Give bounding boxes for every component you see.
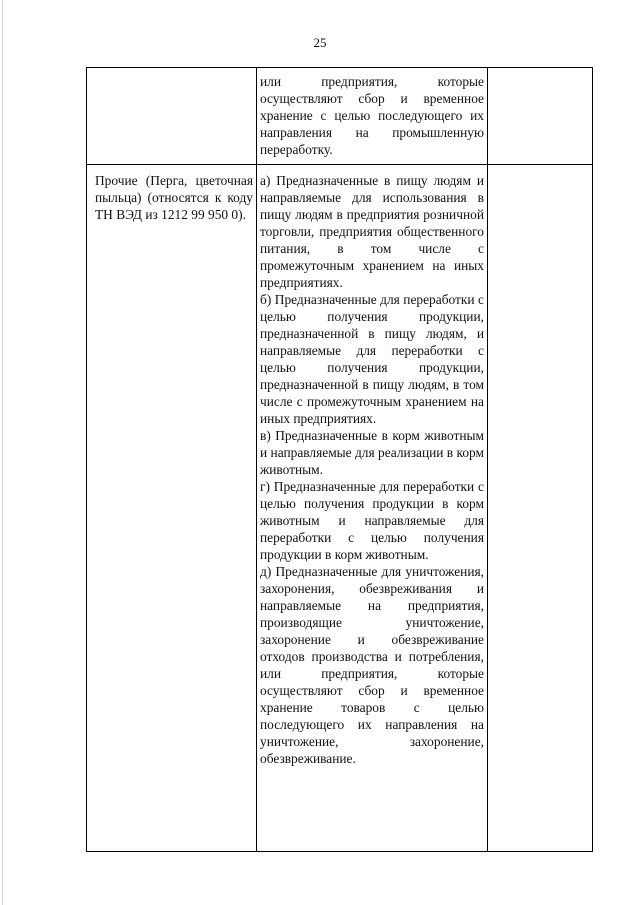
paragraph-v: в) Предназначенные в корм животным и направляемые для реализации в корм животным. (260, 428, 484, 477)
paragraph-a: а) Предназначенные в пищу людям и направляемые для использования в пищу людям в предприятия розничной торговли, предприятия общественного питания, в том числе с промежуточным хранением на иных предприятиях. (260, 173, 484, 290)
row-2-text-cell (260, 172, 484, 767)
paragraph-b: б) Предназначенные для переработки с целью получения продукции, предназначенной в пищу людям, и направляемые для переработки с целью получения продукции, предназначенной в пищу людям, в том числе с промежуточным хранением на иных предприятиях. (260, 292, 484, 426)
document-table (86, 67, 593, 852)
paragraph-d: д) Предназначенные для уничтожения, захоронения, обезвреживания и направляемые на предприятия, производящие уничтожение, захоронение и обезвреживание отходов производства и потребления, или предприятия, которые осуществляют сбор и временное хранение товаров с целью последующего их направления на уничтожение, захоронение, обезвреживание. (260, 564, 484, 766)
column-divider (487, 68, 488, 851)
page-number: 25 (313, 35, 327, 50)
row-2-category-cell: Прочие (Перга, цветочная пыльца) (относятся к коду ТН ВЭД из 1212 99 950 0). (95, 173, 253, 222)
paragraph-g: г) Предназначенные для переработки с целью получения продукции в корм животным и направляемые для переработки с целью получения продукции в корм животным. (260, 479, 484, 562)
row-divider (87, 164, 592, 165)
scan-edge-line (2, 0, 3, 905)
column-divider (256, 68, 257, 851)
row-1-paragraph: или предприятия, которые осуществляют сбор и временное хранение с целью последующего их направления на промышленную переработку. (260, 74, 484, 157)
row-1-text-cell (260, 73, 484, 158)
